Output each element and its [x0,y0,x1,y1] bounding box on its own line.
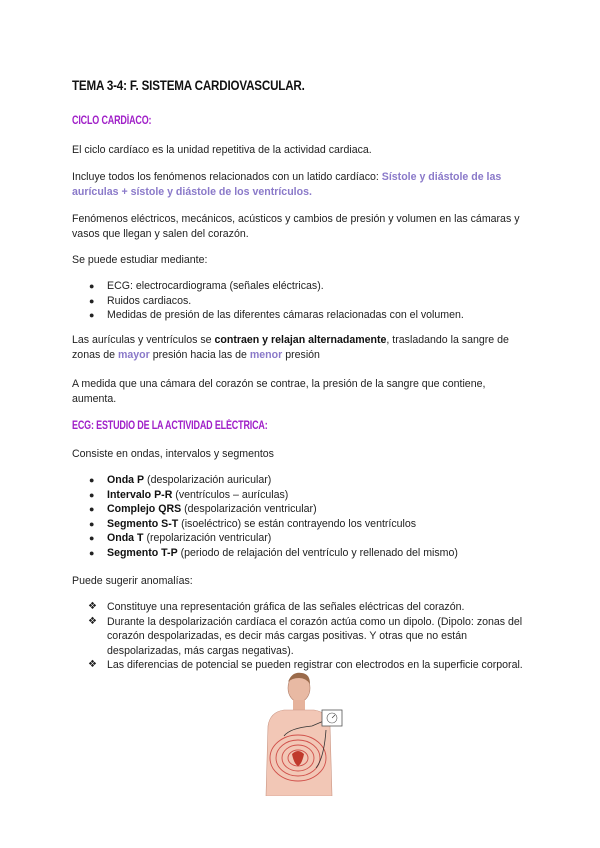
list-item: ● Onda P (despolarización auricular) [89,474,272,486]
section-heading-ecg: ECG: ESTUDIO DE LA ACTIVIDAD ELÉCTRICA: [72,420,268,432]
list-item: ● ECG: electrocardiograma (señales eléctricas). [89,280,324,292]
list-item: ● Ruidos cardiacos. [89,294,192,307]
ciclo-paragraph-5: Las aurículas y ventrículos se contraen y relajan alternadamente, trasladando la sangre de zonas de mayor presión hacia las de menor presión [72,334,509,361]
list-item: ● Complejo QRS (despolarización ventricular) [89,503,317,516]
list-item: ❖ Constituye una representación gráfica de las señales eléctricas del corazón. [88,601,465,613]
bullet-icon: ● [89,504,95,515]
section-heading-ciclo: CICLO CARDÍACO: [72,115,152,127]
bullet-icon: ● [89,547,95,558]
list-item: ● Onda T (repolarización ventricular) [89,532,272,545]
bullet-icon: ● [89,310,95,321]
bullet-icon: ● [89,518,95,529]
diamond-bullet-icon: ❖ [88,615,97,627]
list-item: ● Intervalo P-R (ventrículos – aurículas) [89,488,289,501]
list-item: ● Segmento S-T (isoeléctrico) se están contrayendo los ventrículos [89,517,417,530]
ecg-body-illustration [262,668,362,796]
highlight-menor: menor [249,349,283,361]
bullet-icon: ● [89,489,95,500]
ciclo-bullet-list [72,279,542,323]
ciclo-paragraph-2 [72,170,532,200]
bullet-icon: ● [89,475,95,485]
ecg-paragraph-2: Puede sugerir anomalías: [72,575,193,587]
bullet-icon: ● [89,295,95,306]
ciclo-paragraph-2-text: Incluye todos los fenómenos relacionados con un latido cardíaco: [72,171,382,183]
ciclo-paragraph-3: Fenómenos eléctricos, mecánicos, acústicos y cambios de presión y volumen en las cámaras y vasos que llegan y salen del corazón. [72,213,520,240]
ciclo-paragraph-2-highlight: Sístole y diástole de las aurículas + sístole y diástole de los ventrículos. [72,171,502,198]
diamond-bullet-icon: ❖ [88,659,97,671]
ciclo-paragraph-1: El ciclo cardíaco es la unidad repetitiva de la actividad cardiaca. [72,144,372,156]
list-item: ❖ Las diferencias de potencial se pueden registrar con electrodos en la superficie corporal. [88,659,523,672]
ecg-paragraph-1: Consiste en ondas, intervalos y segmentos [72,448,274,460]
highlight-mayor: mayor [117,349,150,361]
ecg-diamond-list [72,600,542,673]
ciclo-paragraph-4: Se puede estudiar mediante: [72,254,208,266]
neck-shape [293,700,305,710]
ecg-bullet-list [72,473,542,561]
bullet-icon: ● [89,281,95,291]
list-item: ● Medidas de presión de las diferentes cámaras relacionadas con el volumen. [89,309,464,322]
diamond-bullet-icon: ❖ [88,601,97,612]
page-title: TEMA 3-4: F. SISTEMA CARDIOVASCULAR. [72,78,305,93]
ciclo-paragraph-6: A medida que una cámara del corazón se contrae, la presión de la sangre que contiene, aumenta. [72,378,486,405]
bullet-icon: ● [89,533,95,544]
list-item: ❖ Durante la despolarización cardíaca el corazón actúa como un dipolo. (Dipolo: zonas del corazón despolarizadas, es decir más cargas positivas. Y otras que no están despolarizadas, más cargas negativas). [88,615,523,657]
list-item: ● Segmento T-P (periodo de relajación del ventrículo y rellenado del mismo) [89,546,458,559]
emphasis-text: contraen y relajan alternadamente [214,334,387,346]
